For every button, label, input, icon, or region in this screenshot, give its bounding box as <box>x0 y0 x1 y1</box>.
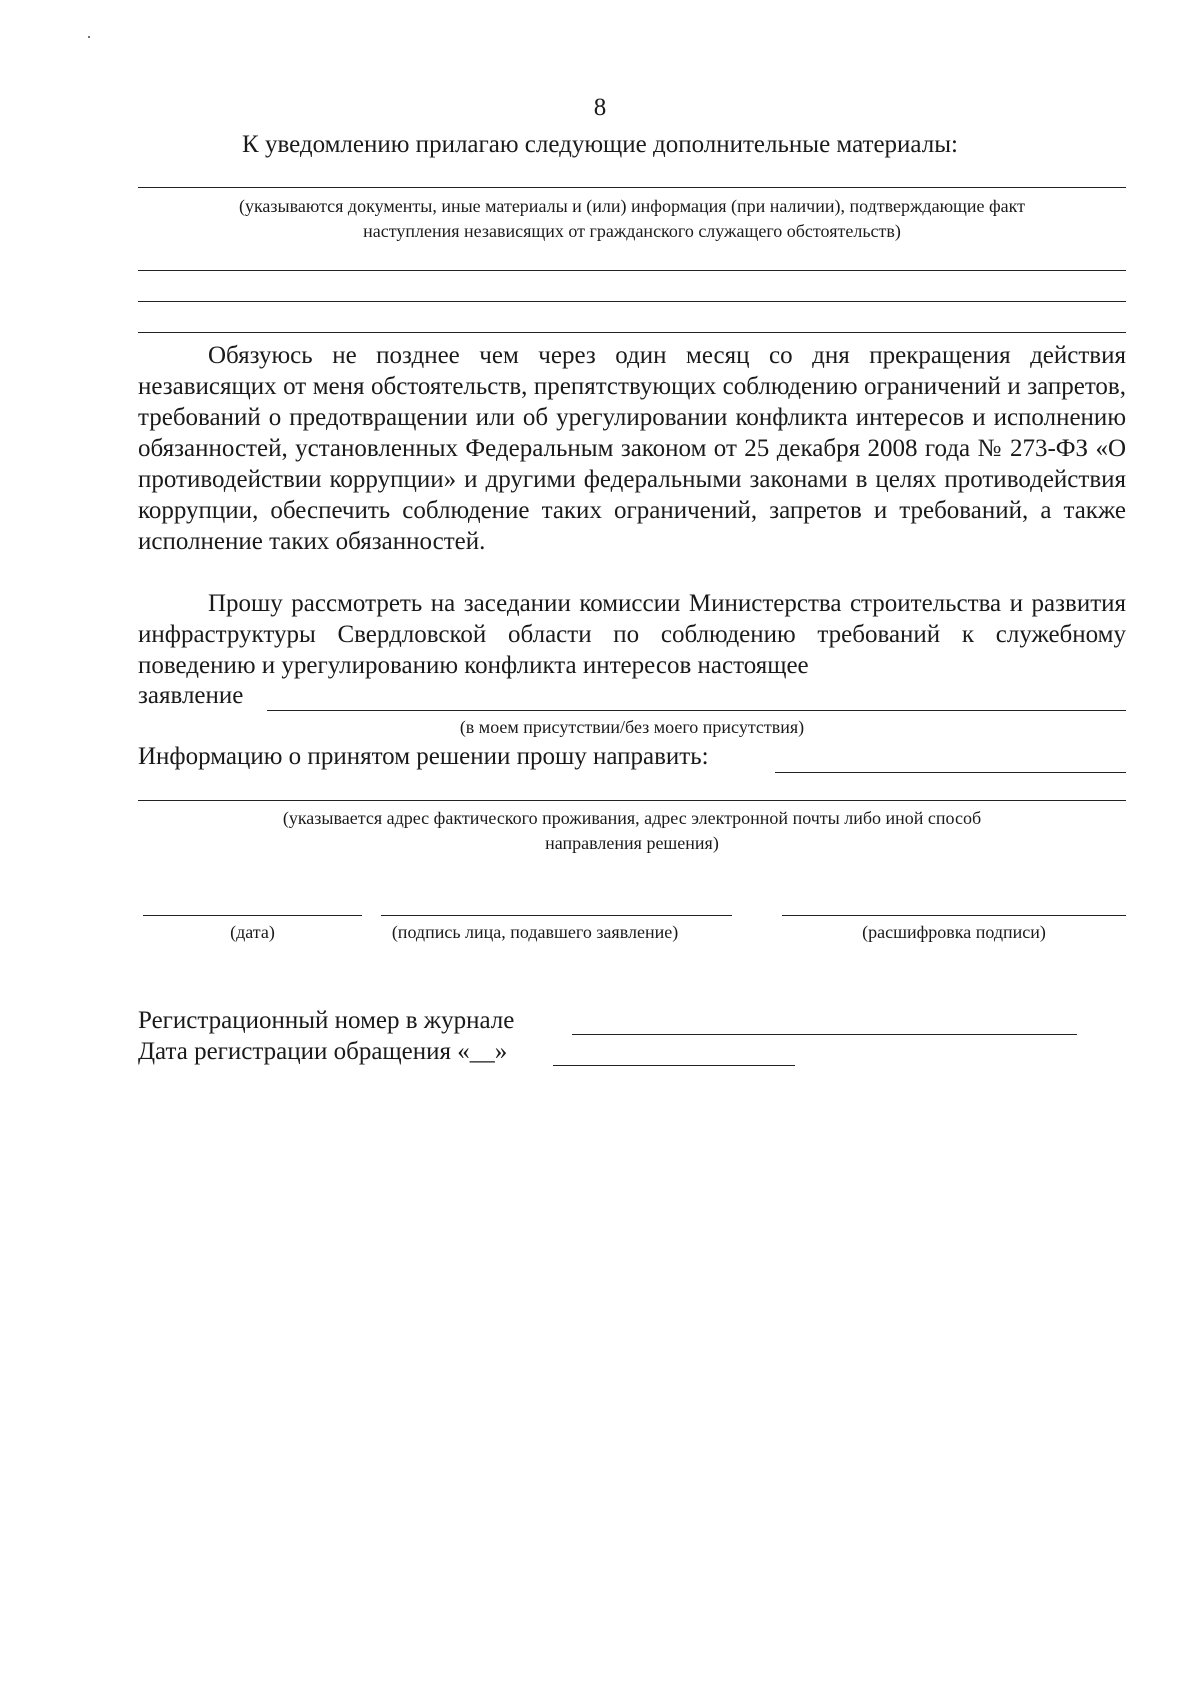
attachments-hint <box>138 194 1126 244</box>
scan-speck <box>88 36 90 38</box>
request-paragraph: Прошу рассмотреть на заседании комиссии Министерства строительства и развития инфраструктуры Свердловской области по соблюдению требований к служебному поведению и урегулированию конфликта интересов настоящее <box>138 590 1126 679</box>
statement-label: заявление <box>138 682 244 709</box>
page-number: 8 <box>593 94 607 121</box>
decision-info-hint-line-2: направления решения) <box>545 833 719 853</box>
statement-hint: (в моем присутствии/без моего присутствия) <box>459 717 805 737</box>
attachments-hint-line-2: наступления независящих от гражданского служащего обстоятельств) <box>363 221 901 241</box>
signature-decoding-label: (расшифровка подписи) <box>862 922 1046 942</box>
registration-number-label: Регистрационный номер в журнале <box>138 1007 515 1034</box>
attachments-fill-line <box>138 187 1126 188</box>
attachments-hint-line-1: (указываются документы, иные материалы и (или) информация (при наличии), подтверждающие факт <box>238 196 1026 216</box>
attachments-heading: К уведомлению прилагаю следующие дополнительные материалы: <box>242 131 958 158</box>
decision-info-hint-line-1: (указывается адрес фактического проживания, адрес электронной почты либо иной способ <box>282 808 982 828</box>
registration-number-fill-line <box>572 1034 1077 1035</box>
decision-info-label: Информацию о принятом решении прошу направить: <box>138 743 709 770</box>
decision-info-fill-line <box>138 800 1126 801</box>
statement-fill-line <box>267 710 1126 711</box>
signature-label: (подпись лица, подавшего заявление) <box>391 922 679 942</box>
attachments-fill-line <box>138 270 1126 271</box>
registration-date-fill-line <box>553 1065 795 1066</box>
signature-decoding-fill-line <box>782 915 1126 916</box>
registration-date-label: Дата регистрации обращения «__» <box>138 1038 508 1065</box>
decision-info-hint <box>138 806 1126 856</box>
signature-fill-line <box>381 915 732 916</box>
attachments-fill-line <box>138 332 1126 333</box>
decision-info-fill-line <box>775 772 1126 773</box>
pledge-paragraph: Обязуюсь не позднее чем через один месяц со дня прекращения действия независящих от меня обстоятельств, препятствующих соблюдению ограничений и запретов, требований о предотвращении или об урегулировании конфликта интересов и исполнению обязанностей, установленных Федеральным законом от 25 декабря 2008 года № 273-ФЗ «О противодействии коррупции» и другими федеральными законами в целях противодействия коррупции, обеспечить соблюдение таких ограничений, запретов и требований, а также исполнение таких обязанностей. <box>138 342 1126 555</box>
date-fill-line <box>143 915 362 916</box>
date-label: (дата) <box>230 922 275 942</box>
attachments-fill-line <box>138 301 1126 302</box>
